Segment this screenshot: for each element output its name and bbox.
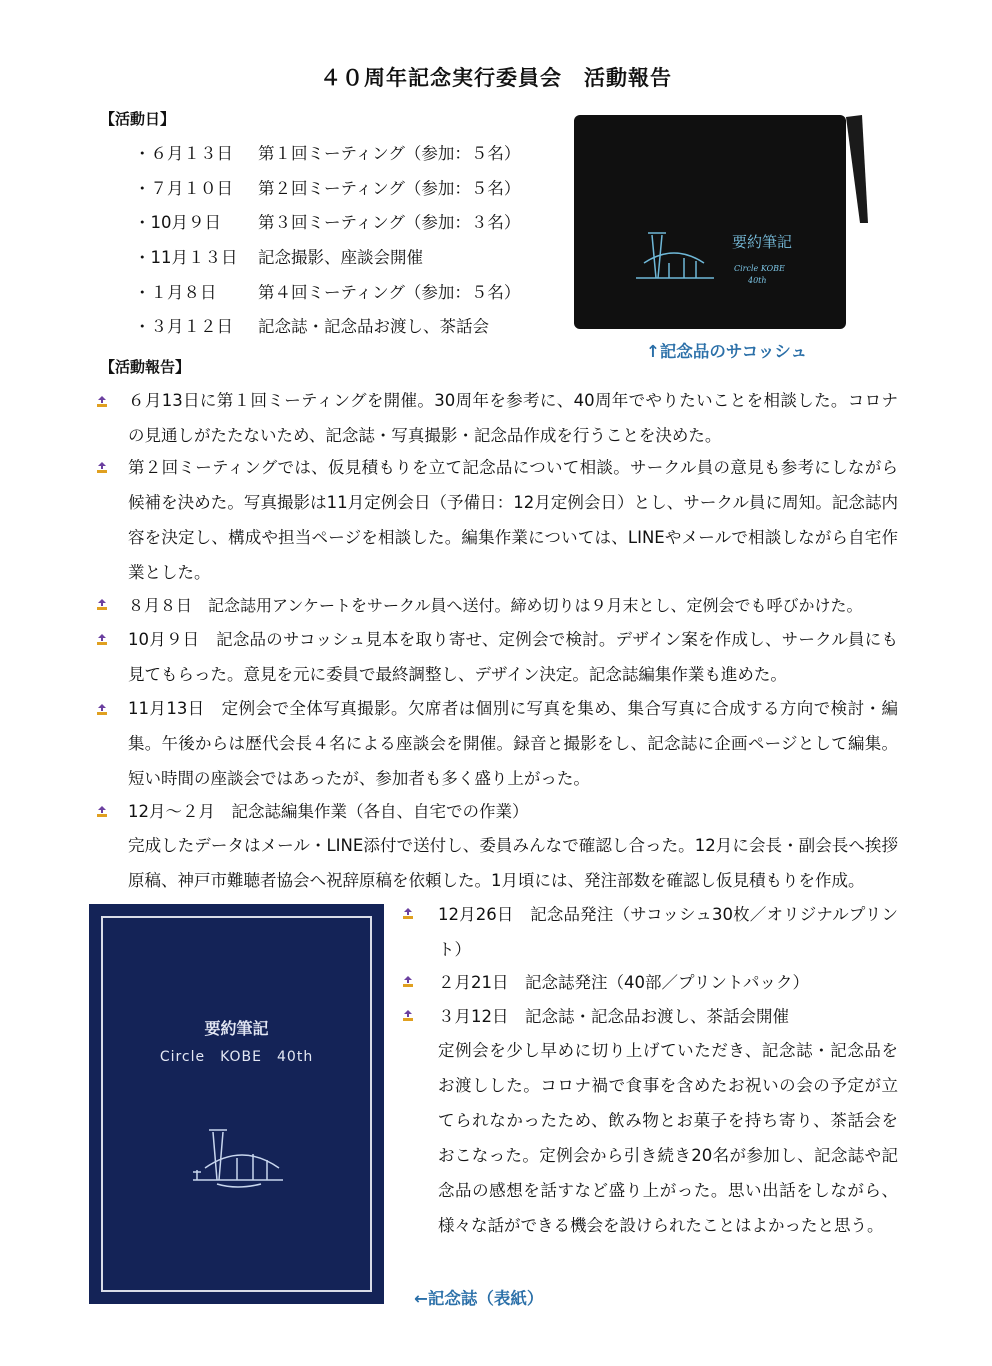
day-date: ・11月１３日 xyxy=(134,248,238,267)
bullet-icon xyxy=(402,908,414,920)
section-heading-report: 【活動報告】 xyxy=(100,358,191,376)
bag-strap xyxy=(846,115,868,223)
day-date: ・６月１３日 xyxy=(134,144,233,163)
day-text: 第４回ミーティング（参加：５名） xyxy=(258,283,521,302)
day-text: 第３回ミーティング（参加：３名） xyxy=(258,213,521,232)
cover-title: 要約筆記 xyxy=(204,1019,269,1038)
day-text: 第１回ミーティング（参加：５名） xyxy=(258,144,521,163)
bullet-icon xyxy=(96,599,108,611)
report-paragraph: ２月21日 記念誌発注（40部／プリントパック） xyxy=(438,973,810,992)
day-row xyxy=(134,140,520,164)
day-text: 第２回ミーティング（参加：５名） xyxy=(258,179,521,198)
bullet-icon xyxy=(402,1010,414,1022)
bullet-icon xyxy=(96,704,108,716)
day-row xyxy=(134,279,520,303)
bag-body xyxy=(574,115,846,329)
report-paragraph: ８月８日 記念誌用アンケートをサークル員へ送付。締め切りは９月末とし、定例会でも呼びかけた。 xyxy=(128,596,863,615)
report-paragraph: 第２回ミーティングでは、仮見積もりを立て記念品について相談。サークル員の意見も参考にしながら候補を決めた。写真撮影は11月定例会日（予備日：12月定例会日）とし、サークル員に周知。記念誌内容を決定し、構成や担当ページを相談した。編集作業については、LINEやメールで相談しながら自宅作業とした。 xyxy=(128,458,898,582)
sacoche-image xyxy=(574,113,874,333)
day-row xyxy=(134,175,520,199)
bag-sub1: Circle KOBE xyxy=(734,264,785,273)
bullet-icon xyxy=(402,976,414,988)
bag-title: 要約筆記 xyxy=(732,233,793,251)
journal-cover-image xyxy=(89,904,384,1304)
report-paragraph: 定例会を少し早めに切り上げていただき、記念誌・記念品をお渡しした。コロナ禍で食事を含めたお祝いの会の予定が立てられなかったため、飲み物とお菓子を持ち寄り、茶話会をおこなった。定例会から引き続き20名が参加し、記念誌や記念品の感想を話すなど盛り上がった。思い出話をしながら、様々な話ができる機会を設けられたことはよかったと思う。 xyxy=(438,1041,898,1235)
report-paragraph: ３月12日 記念誌・記念品お渡し、茶話会開催 xyxy=(438,1007,789,1026)
report-paragraph: 11月13日 定例会で全体写真撮影。欠席者は個別に写真を集め、集合写真に合成する方向で検討・編集。午後からは歴代会長４名による座談会を開催。録音と撮影をし、記念誌に企画ページとして編集。短い時間の座談会ではあったが、参加者も多く盛り上がった。 xyxy=(128,699,898,788)
report-paragraph: ６月13日に第１回ミーティングを開催。30周年を参考に、40周年でやりたいことを相談した。コロナの見通しがたたないため、記念誌・写真撮影・記念品作成を行うことを決めた。 xyxy=(128,391,898,445)
bullet-icon xyxy=(96,634,108,646)
cover-subtitle: Circle KOBE 40th xyxy=(159,1049,314,1065)
day-date: ・７月１０日 xyxy=(134,179,233,198)
cover-caption: ←記念誌（表紙） xyxy=(414,1289,544,1308)
report-paragraph: 12月26日 記念品発注（サコッシュ30枚／オリジナルプリント） xyxy=(438,905,898,959)
cover-frame xyxy=(101,916,372,1292)
report-paragraph: 12月～２月 記念誌編集作業（各自、自宅での作業） xyxy=(128,802,529,821)
report-paragraph: 10月９日 記念品のサコッシュ見本を取り寄せ、定例会で検討。デザイン案を作成し、サークル員にも見てもらった。意見を元に委員で最終調整し、デザイン決定。記念誌編集作業も進めた。 xyxy=(128,630,898,684)
day-date: ・３月１２日 xyxy=(134,317,233,336)
day-date: ・１月８日 xyxy=(134,283,217,302)
bag-sub2: 40th xyxy=(748,276,767,285)
day-text: 記念誌・記念品お渡し、茶話会 xyxy=(258,317,489,336)
section-heading-days: 【活動日】 xyxy=(100,110,176,128)
kobe-tower-icon xyxy=(187,1128,287,1192)
day-row xyxy=(134,313,489,337)
page-title: ４０周年記念実行委員会 活動報告 xyxy=(320,66,672,90)
report-paragraph: 完成したデータはメール・LINE添付で送付し、委員みんなで確認し合った。12月に会長・副会長へ挨拶原稿、神戸市難聴者協会へ祝辞原稿を依頼した。1月頃には、発注部数を確認し仮見積もりを作成。 xyxy=(128,836,898,890)
day-row xyxy=(134,209,520,233)
bag-caption: ↑記念品のサコッシュ xyxy=(646,342,808,361)
bullet-icon xyxy=(96,806,108,818)
day-text: 記念撮影、座談会開催 xyxy=(258,248,423,267)
day-row xyxy=(134,244,423,268)
day-date: ・10月９日 xyxy=(134,213,221,232)
bullet-icon xyxy=(96,462,108,474)
bullet-icon xyxy=(96,396,108,408)
